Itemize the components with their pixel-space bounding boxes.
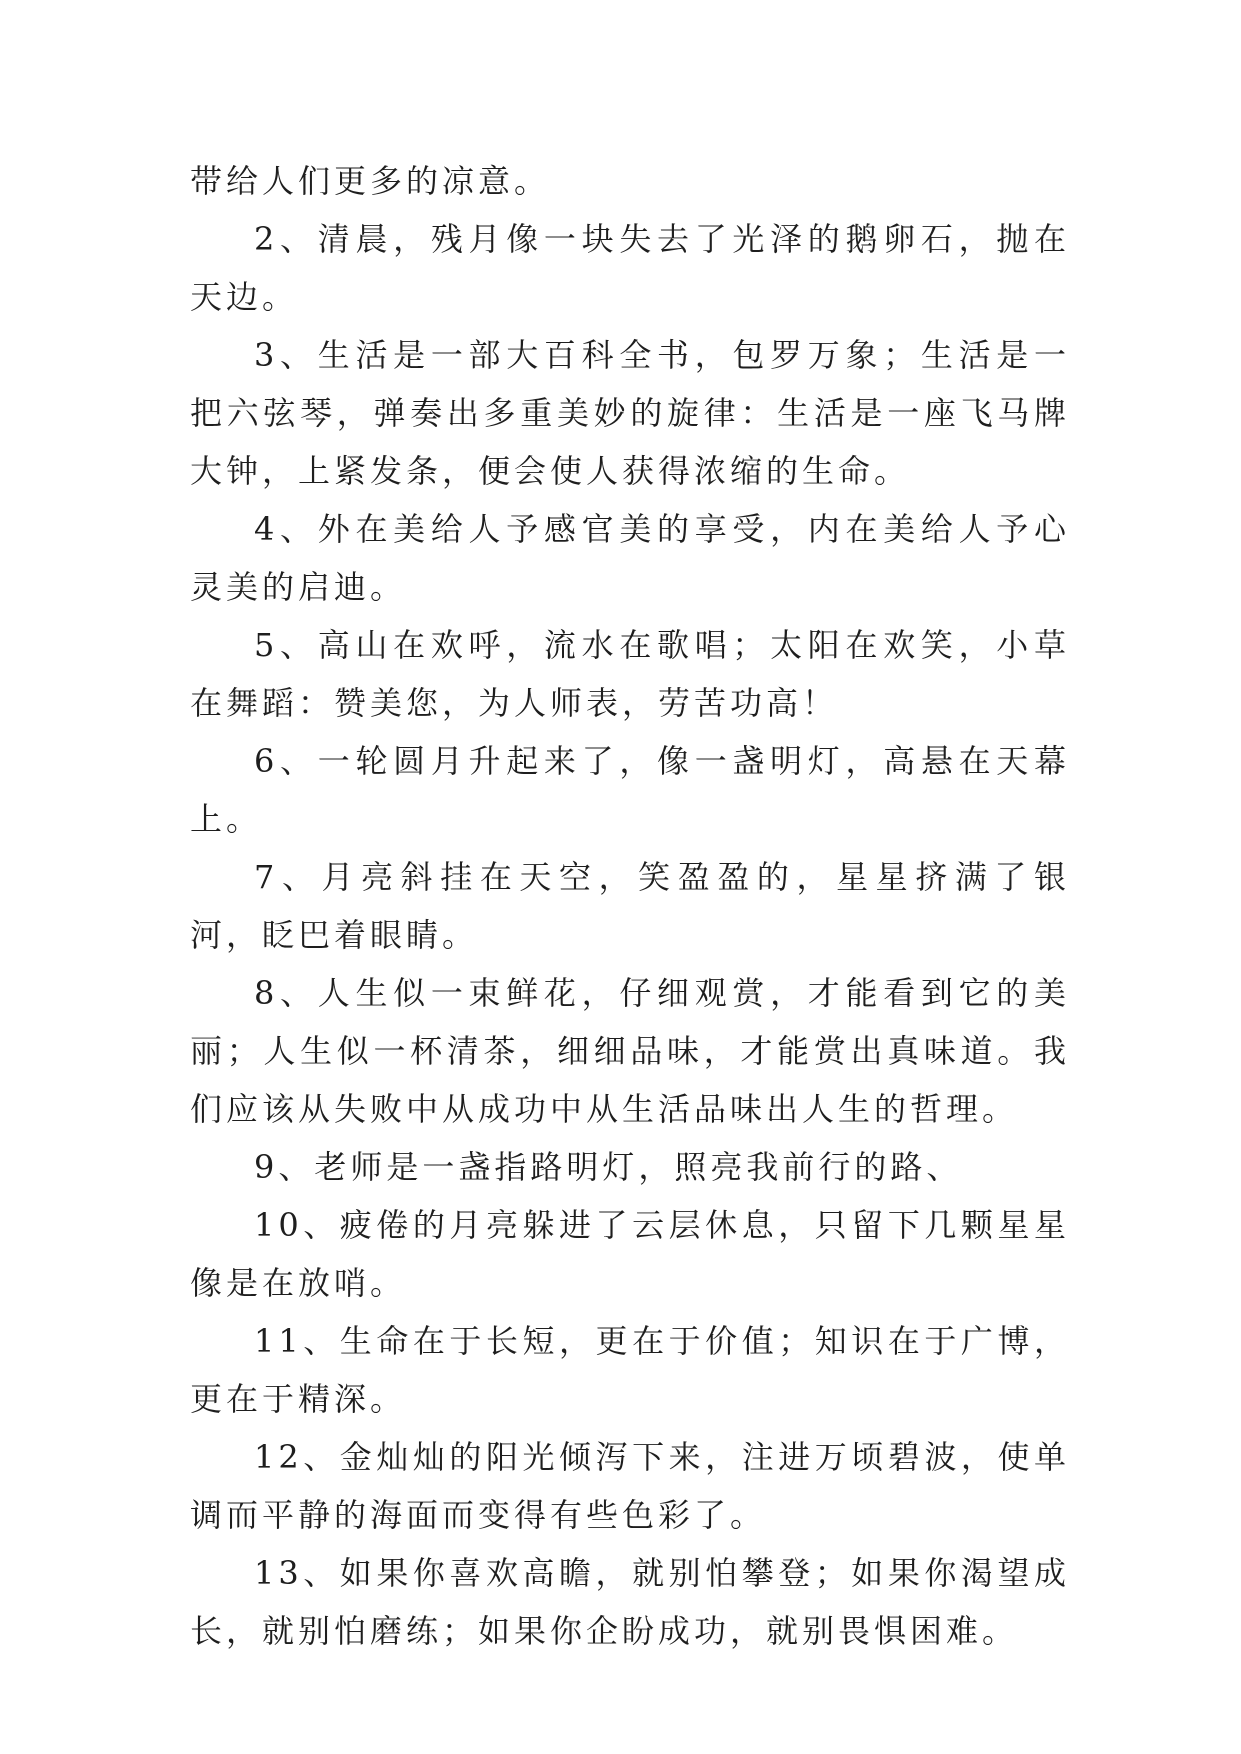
paragraph-9: 9、老师是一盏指路明灯，照亮我前行的路、: [254, 1148, 963, 1186]
paragraph-continuation: 带给人们更多的凉意。: [190, 162, 551, 200]
paragraph-8: 8、人生似一束鲜花，仔细观赏，才能看到它的美丽；人生似一杯清茶，细细品味，才能赏出真味道。我们应该从失败中从成功中从生活品味出人生的哲理。: [190, 974, 1070, 1128]
paragraph-4: 4、外在美给人予感官美的享受，内在美给人予心灵美的启迪。: [190, 510, 1070, 606]
paragraph-12: 12、金灿灿的阳光倾泻下来，注进万顷碧波，使单调而平静的海面而变得有些色彩了。: [190, 1438, 1070, 1534]
paragraph-10: 10、疲倦的月亮躲进了云层休息，只留下几颗星星像是在放哨。: [190, 1206, 1070, 1302]
document-body: [190, 152, 1070, 1660]
paragraph-13: 13、如果你喜欢高瞻，就别怕攀登；如果你渴望成长，就别怕磨练；如果你企盼成功，就别畏惧困难。: [190, 1554, 1070, 1650]
paragraph-2: 2、清晨，残月像一块失去了光泽的鹅卵石，抛在天边。: [190, 220, 1070, 316]
paragraph-6: 6、一轮圆月升起来了，像一盏明灯，高悬在天幕上。: [190, 742, 1070, 838]
paragraph-7: 7、月亮斜挂在天空，笑盈盈的，星星挤满了银河，眨巴着眼睛。: [190, 858, 1070, 954]
paragraph-11: 11、生命在于长短，更在于价值；知识在于广博，更在于精深。: [190, 1322, 1070, 1418]
paragraph-5: 5、高山在欢呼，流水在歌唱；太阳在欢笑，小草在舞蹈：赞美您，为人师表，劳苦功高！: [190, 626, 1070, 722]
paragraph-3: 3、生活是一部大百科全书，包罗万象；生活是一把六弦琴，弹奏出多重美妙的旋律：生活是一座飞马牌大钟，上紧发条，便会使人获得浓缩的生命。: [190, 336, 1070, 490]
